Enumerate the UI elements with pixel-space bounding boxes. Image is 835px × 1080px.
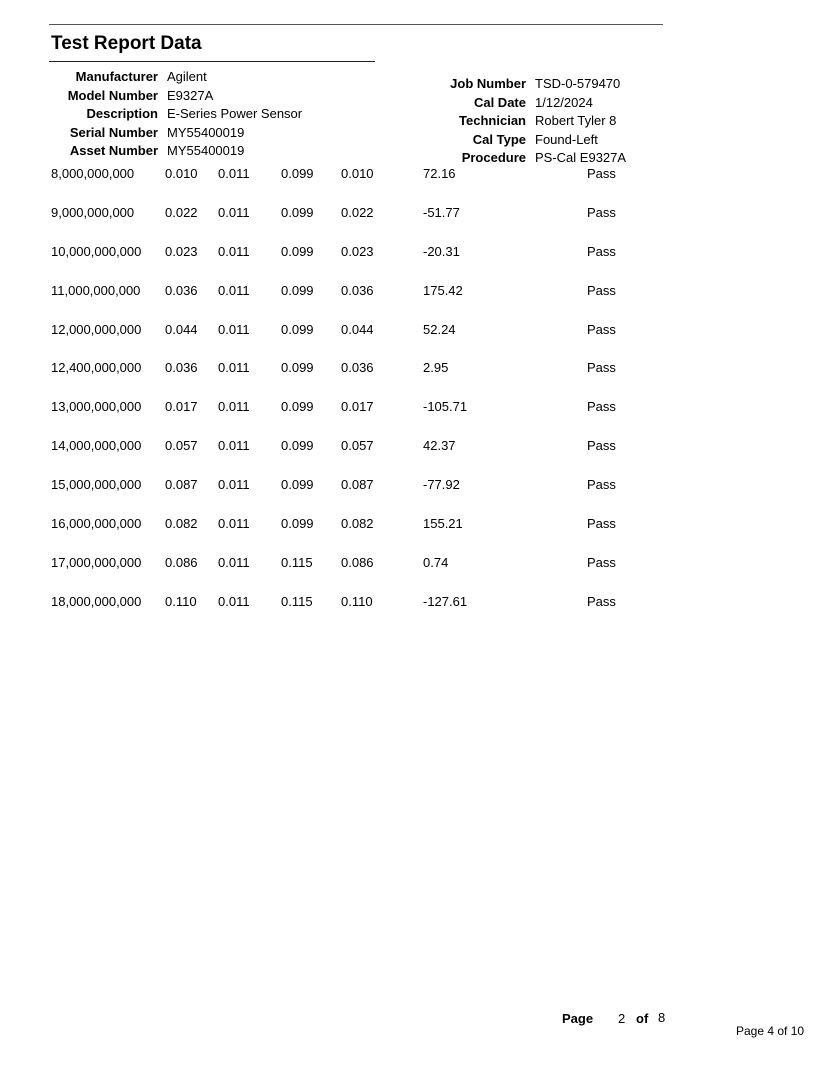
value-cell: 0.115 [281, 593, 313, 609]
value-cell: 0.087 [341, 477, 374, 493]
manufacturer-label: Manufacturer [75, 69, 158, 84]
frequency-cell: 15,000,000,000 [51, 477, 142, 493]
cal-date-value: 1/12/2024 [535, 94, 593, 110]
technician-label: Technician [459, 113, 526, 128]
value-cell: 0.087 [165, 477, 198, 493]
manufacturer-row [52, 68, 302, 87]
value-cell: 0.011 [218, 204, 250, 220]
job-number-row [425, 75, 626, 94]
cal-date-label: Cal Date [473, 94, 526, 110]
page-number: 2 [618, 1011, 626, 1026]
value-cell: 0.099 [281, 360, 314, 376]
value-cell: -51.77 [423, 204, 460, 220]
value-cell: 0.044 [165, 321, 198, 337]
frequency-cell: 12,000,000,000 [51, 321, 142, 337]
result-cell: Pass [587, 204, 616, 220]
table-row [0, 360, 835, 399]
job-number-label: Job Number [450, 76, 526, 91]
value-cell: 0.022 [341, 204, 374, 220]
value-cell: 0.011 [218, 166, 250, 181]
result-cell: Pass [587, 438, 616, 454]
table-row [0, 322, 835, 361]
value-cell: 0.036 [341, 360, 374, 376]
value-cell: 0.010 [341, 166, 374, 181]
value-cell: -77.92 [423, 477, 460, 493]
value-cell: 0.010 [165, 166, 198, 181]
procedure-label: Procedure [461, 150, 526, 165]
table-row [0, 516, 835, 555]
value-cell: 0.011 [218, 593, 250, 609]
value-cell: 0.099 [281, 438, 314, 454]
description-label: Description [86, 106, 158, 121]
technician-row [425, 112, 626, 131]
value-cell: 0.74 [423, 554, 449, 570]
value-cell: 0.044 [341, 321, 374, 337]
cal-date-row [425, 94, 626, 113]
value-cell: 0.086 [341, 554, 374, 570]
manufacturer-value: Agilent [167, 69, 207, 84]
value-cell: 0.082 [341, 516, 374, 532]
value-cell: -127.61 [423, 593, 468, 609]
value-cell: 0.099 [281, 282, 314, 298]
frequency-cell: 16,000,000,000 [51, 516, 142, 532]
of-label: of [636, 1011, 649, 1026]
cal-type-label: Cal Type [472, 131, 526, 147]
value-cell: 0.099 [281, 204, 314, 220]
job-info [425, 75, 626, 168]
title-underline [49, 61, 375, 62]
value-cell: 0.099 [281, 477, 314, 493]
value-cell: 0.011 [218, 477, 250, 493]
value-cell: -20.31 [423, 243, 460, 259]
table-row [0, 438, 835, 477]
value-cell: 0.086 [165, 554, 198, 570]
result-cell: Pass [587, 516, 616, 532]
serial-value: MY55400019 [167, 124, 245, 140]
frequency-cell: 18,000,000,000 [51, 593, 142, 609]
technician-value: Robert Tyler 8 [535, 113, 617, 128]
report-title: Test Report Data [51, 33, 202, 54]
result-cell: Pass [587, 554, 616, 570]
value-cell: 0.036 [341, 282, 374, 298]
frequency-cell: 11,000,000,000 [51, 282, 141, 298]
value-cell: 0.011 [218, 399, 250, 415]
asset-value: MY55400019 [167, 143, 245, 158]
value-cell: -105.71 [423, 399, 468, 415]
result-cell: Pass [587, 399, 616, 415]
test-data-table [0, 166, 835, 633]
frequency-cell: 8,000,000,000 [51, 166, 135, 181]
cal-type-value: Found-Left [535, 131, 598, 147]
value-cell: 0.115 [281, 554, 313, 570]
job-number-value: TSD-0-579470 [535, 76, 621, 91]
table-row [0, 205, 835, 244]
procedure-row [425, 149, 626, 168]
value-cell: 0.099 [281, 321, 314, 337]
value-cell: 0.011 [218, 321, 250, 337]
frequency-cell: 13,000,000,000 [51, 399, 142, 415]
value-cell: 0.017 [341, 399, 374, 415]
model-value: E9327A [167, 87, 214, 103]
cal-type-row [425, 131, 626, 150]
top-rule [49, 24, 663, 25]
model-label: Model Number [67, 87, 158, 103]
value-cell: 52.24 [423, 321, 456, 337]
value-cell: 175.42 [423, 282, 463, 298]
description-row [52, 105, 302, 124]
value-cell: 0.099 [281, 166, 314, 181]
procedure-value: PS-Cal E9327A [535, 150, 627, 165]
frequency-cell: 12,400,000,000 [51, 360, 142, 376]
instrument-info [52, 68, 302, 161]
description-value: E-Series Power Sensor [167, 106, 303, 121]
page-total: 8 [658, 1010, 666, 1025]
value-cell: 42.37 [423, 438, 456, 454]
asset-label: Asset Number [69, 143, 158, 158]
value-cell: 0.082 [165, 516, 198, 532]
value-cell: 0.011 [218, 360, 250, 376]
model-row [52, 87, 302, 106]
result-cell: Pass [587, 243, 616, 259]
result-cell: Pass [587, 360, 616, 376]
value-cell: 0.057 [165, 438, 198, 454]
value-cell: 0.011 [218, 282, 250, 298]
page-label: Page [562, 1011, 594, 1026]
result-cell: Pass [587, 282, 616, 298]
table-row [0, 244, 835, 283]
value-cell: 0.110 [165, 593, 197, 609]
value-cell: 155.21 [423, 516, 463, 532]
result-cell: Pass [587, 166, 616, 181]
value-cell: 0.099 [281, 399, 314, 415]
value-cell: 0.099 [281, 243, 314, 259]
value-cell: 0.023 [165, 243, 198, 259]
frequency-cell: 9,000,000,000 [51, 204, 135, 220]
document-page-indicator: Page 4 of 10 [736, 1024, 805, 1038]
table-row [0, 555, 835, 594]
value-cell: 0.011 [218, 554, 250, 570]
value-cell: 0.099 [281, 516, 314, 532]
table-row [0, 594, 835, 633]
value-cell: 0.023 [341, 243, 374, 259]
value-cell: 72.16 [423, 166, 456, 181]
table-row [0, 166, 835, 205]
value-cell: 0.022 [165, 204, 198, 220]
result-cell: Pass [587, 321, 616, 337]
value-cell: 0.110 [341, 593, 373, 609]
frequency-cell: 17,000,000,000 [51, 554, 142, 570]
result-cell: Pass [587, 477, 616, 493]
table-row [0, 283, 835, 322]
table-row [0, 399, 835, 438]
result-cell: Pass [587, 593, 616, 609]
value-cell: 0.011 [218, 438, 250, 454]
value-cell: 0.036 [165, 360, 198, 376]
value-cell: 0.036 [165, 282, 198, 298]
frequency-cell: 10,000,000,000 [51, 243, 142, 259]
value-cell: 2.95 [423, 360, 449, 376]
value-cell: 0.011 [218, 243, 250, 259]
serial-label: Serial Number [69, 124, 158, 140]
value-cell: 0.017 [165, 399, 198, 415]
table-row [0, 477, 835, 516]
value-cell: 0.057 [341, 438, 374, 454]
value-cell: 0.011 [218, 516, 250, 532]
frequency-cell: 14,000,000,000 [51, 438, 142, 454]
serial-row [52, 124, 302, 143]
asset-row [52, 142, 302, 161]
